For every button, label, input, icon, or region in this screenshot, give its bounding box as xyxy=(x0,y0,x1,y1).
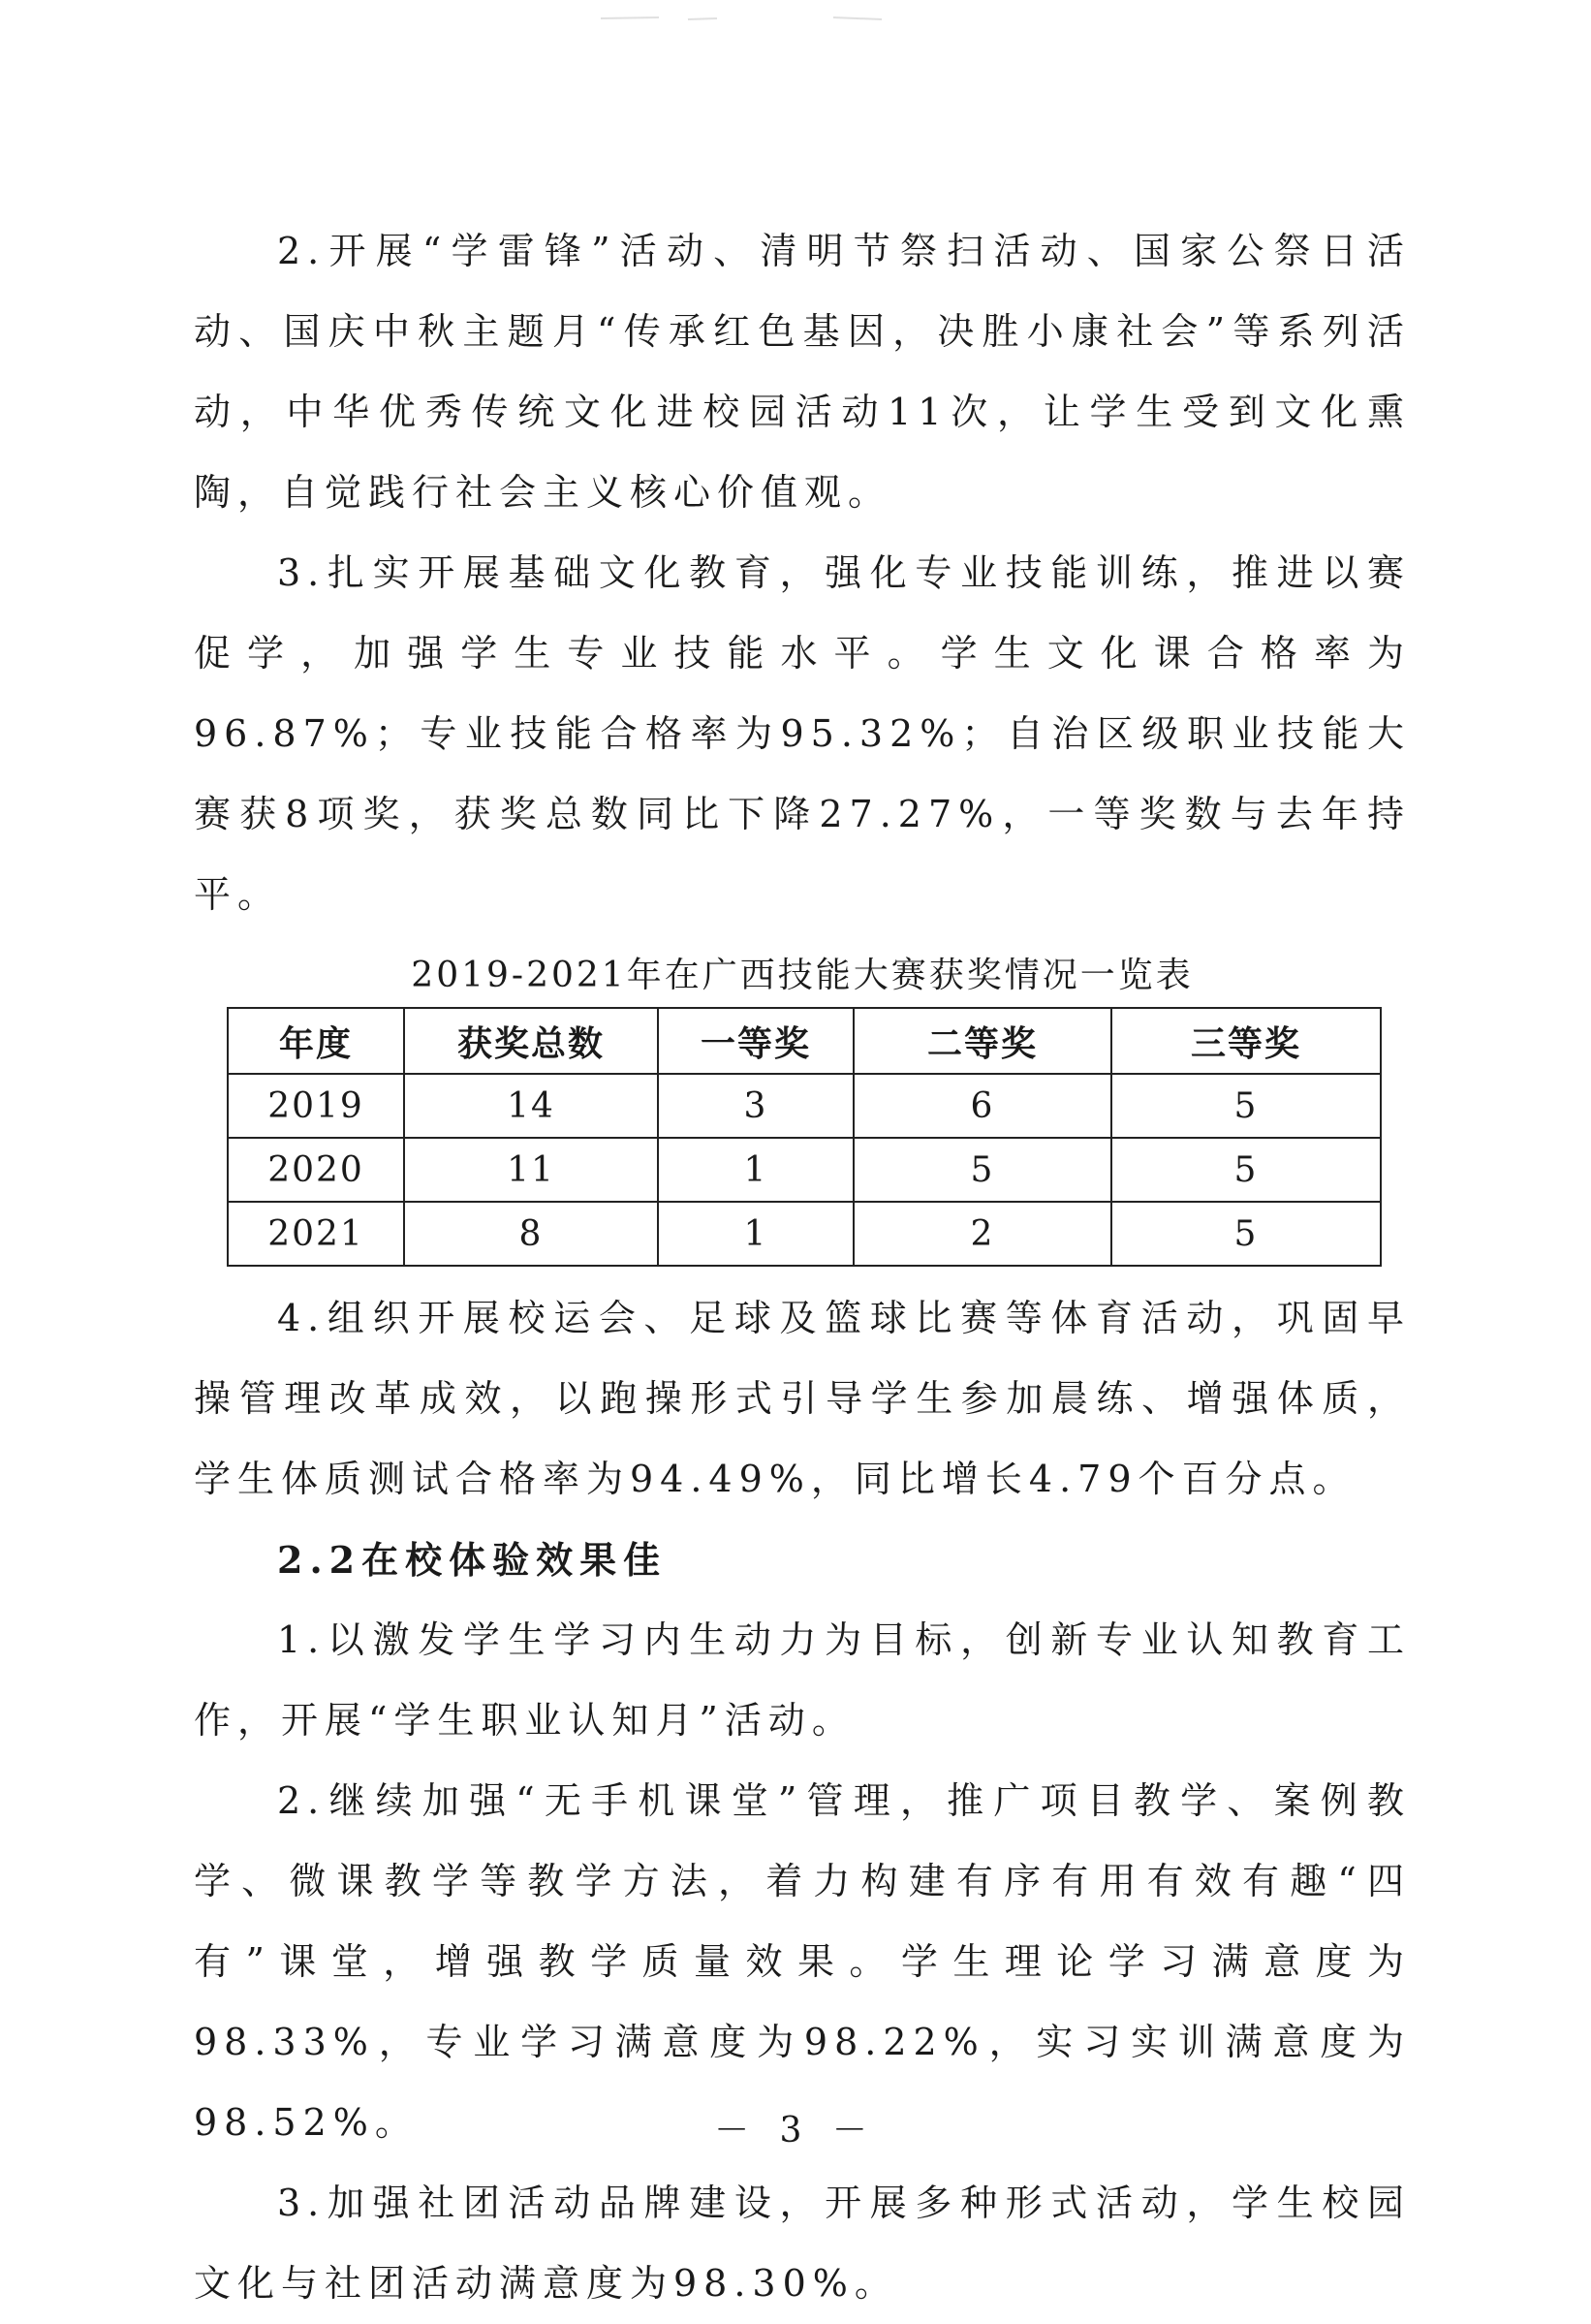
table-caption: 2019-2021年在广西技能大赛获奖情况一览表 xyxy=(411,956,1194,995)
scan-artifact xyxy=(601,14,891,23)
header-total-awards: 获奖总数 xyxy=(404,1008,658,1074)
cell-third: 5 xyxy=(1111,1138,1381,1202)
page-number: － 3 － xyxy=(714,2111,877,2151)
document-body xyxy=(194,211,1411,2324)
header-third-prize: 三等奖 xyxy=(1111,1008,1381,1074)
header-first-prize: 一等奖 xyxy=(658,1008,854,1074)
paragraph-skills-education: 3.扎实开展基础文化教育，强化专业技能训练，推进以赛促学，加强学生专业技能水平。学生文化课合格率为96.87%；专业技能合格率为95.32%；自治区级职业技能大赛获8项奖，获奖总数同比下降27.27%，一等奖数与去年持平。 xyxy=(194,551,1411,916)
cell-year: 2021 xyxy=(228,1202,404,1266)
section-heading: 2.2在校体验效果佳 xyxy=(277,1538,668,1582)
paragraph-career-awareness: 1.以激发学生学习内生动力为目标，创新专业认知教育工作，开展“学生职业认知月”活动。 xyxy=(194,1618,1411,1742)
cell-third: 5 xyxy=(1111,1074,1381,1138)
cell-total: 8 xyxy=(404,1202,658,1266)
cell-first: 1 xyxy=(658,1138,854,1202)
cell-second: 6 xyxy=(854,1074,1111,1138)
cell-first: 1 xyxy=(658,1202,854,1266)
table-header-row xyxy=(228,1008,1381,1074)
cell-first: 3 xyxy=(658,1074,854,1138)
cell-second: 2 xyxy=(854,1202,1111,1266)
table-row xyxy=(228,1074,1381,1138)
paragraph-activities: 2.开展“学雷锋”活动、清明节祭扫活动、国家公祭日活动、国庆中秋主题月“传承红色基因，决胜小康社会”等系列活动，中华优秀传统文化进校园活动11次，让学生受到文化熏陶，自觉践行社会主义核心价值观。 xyxy=(194,230,1411,514)
paragraph-club-activities: 3.加强社团活动品牌建设，开展多种形式活动，学生校园文化与社团活动满意度为98.30%。 xyxy=(194,2182,1411,2305)
table-row xyxy=(228,1138,1381,1202)
paragraph-sports: 4.组织开展校运会、足球及篮球比赛等体育活动，巩固早操管理改革成效，以跑操形式引导学生参加晨练、增强体质，学生体质测试合格率为94.49%，同比增长4.79个百分点。 xyxy=(194,1297,1411,1500)
cell-third: 5 xyxy=(1111,1202,1381,1266)
cell-total: 11 xyxy=(404,1138,658,1202)
cell-year: 2020 xyxy=(228,1138,404,1202)
table-row xyxy=(228,1202,1381,1266)
awards-table xyxy=(227,1007,1382,1267)
cell-year: 2019 xyxy=(228,1074,404,1138)
header-second-prize: 二等奖 xyxy=(854,1008,1111,1074)
cell-second: 5 xyxy=(854,1138,1111,1202)
header-year: 年度 xyxy=(228,1008,404,1074)
paragraph-classroom-management: 2.继续加强“无手机课堂”管理，推广项目教学、案例教学、微课教学等教学方法，着力构建有序有用有效有趣“四有”课堂，增强教学质量效果。学生理论学习满意度为98.33%，专业学习满意度为98.22%，实习实训满意度为98.52%。 xyxy=(194,1779,1411,2144)
cell-total: 14 xyxy=(404,1074,658,1138)
